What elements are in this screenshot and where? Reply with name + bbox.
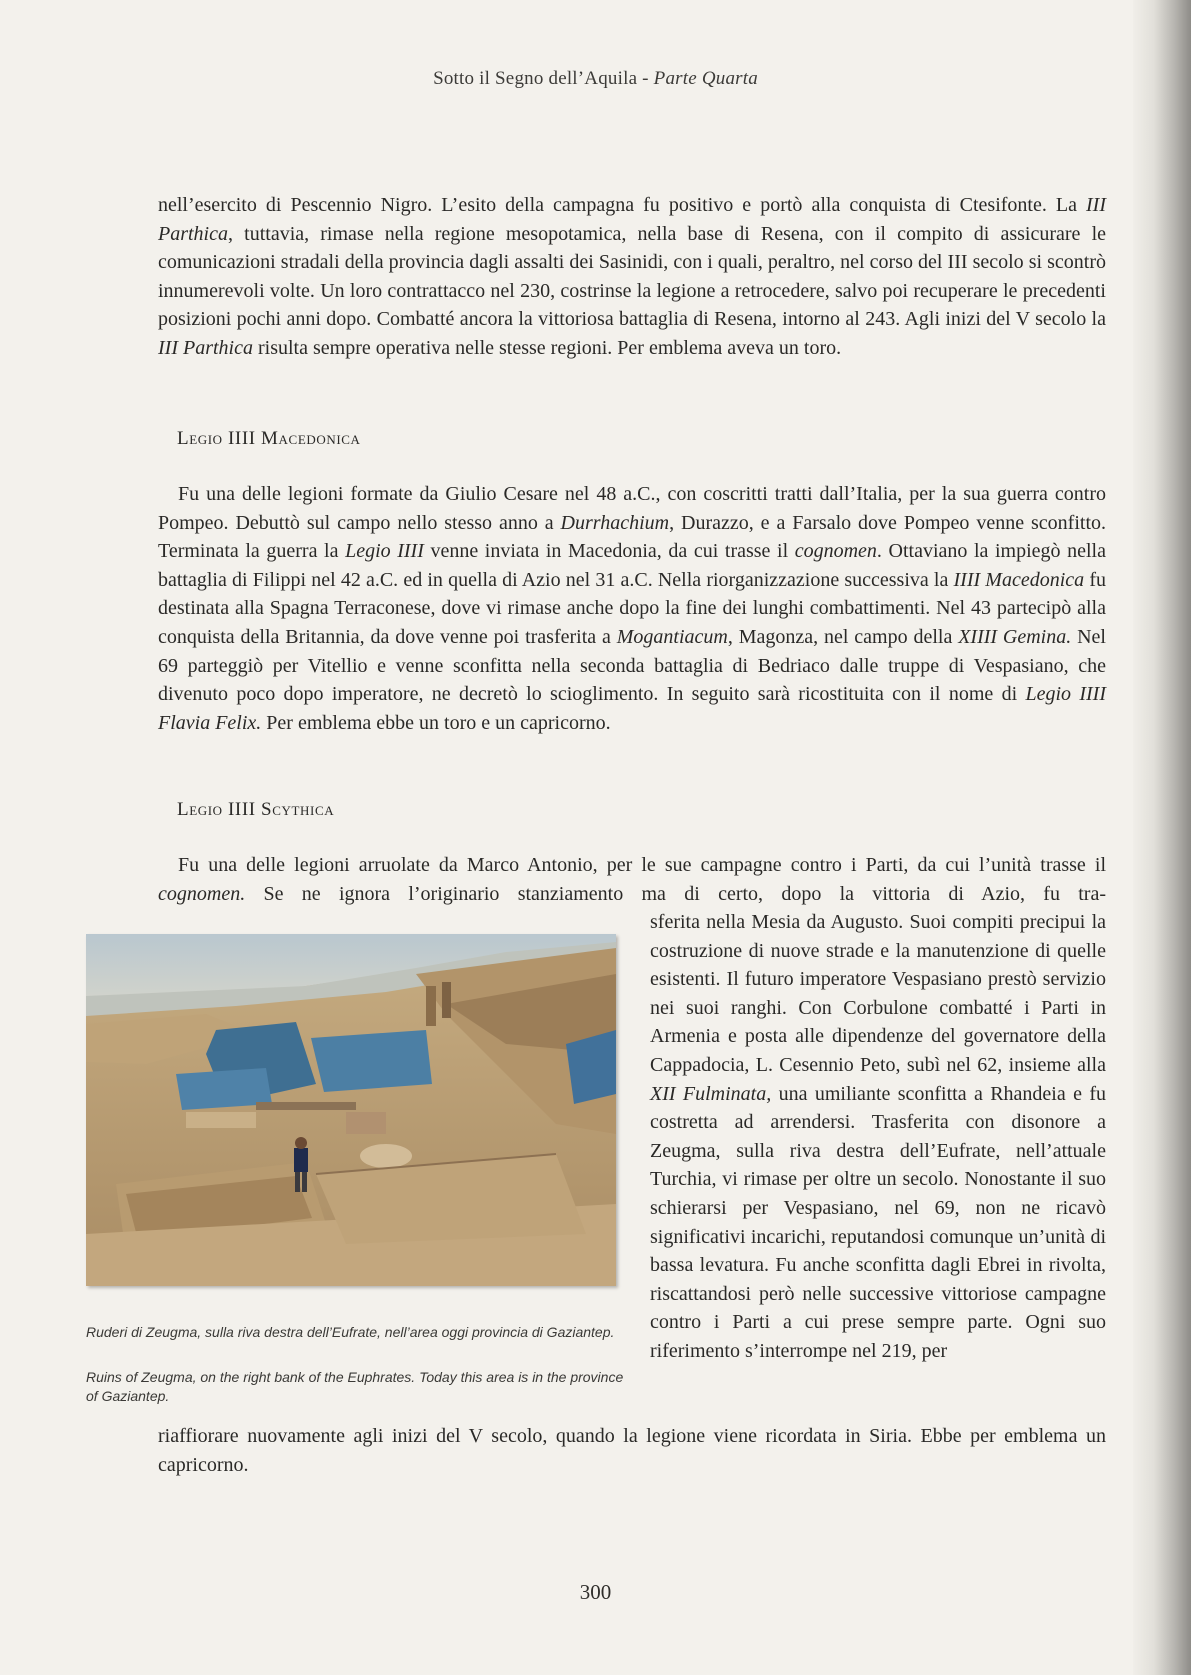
- intro-paragraph: nell’esercito di Pescennio Nigro. L’esito della campagna fu positivo e portò alla conquista di Ctesifonte. La III Parthica, tuttavia, rimase nella regione mesopotamica, nella base di Resena, con il compito di assicurare le comunicazioni stradali della provincia dagli assalti dei Sasinidi, con i quali, peraltro, nel corso del III secolo si scontrò innumerevoli volte. Un loro contrattacco nel 230, costrinse la legione a retrocedere, salvo poi recuperare le precedenti posizioni pochi anni dopo. Combatté ancora la vittoriosa battaglia di Resena, intorno al 243. Agli inizi del V secolo la III Parthica risulta sempre operativa nelle stesse regioni. Per emblema aveva un toro.: [158, 194, 1106, 359]
- scythica-paragraph-bottom: riaffiorare nuovamente agli inizi del V secolo, quando la legione viene ricordata in Siria. Ebbe per emblema un capricorno.: [158, 1425, 1106, 1476]
- book-title: Sotto il Segno dell’Aquila -: [433, 68, 654, 89]
- italic-term: III Parthica: [158, 194, 1106, 245]
- section-heading-scythica: Legio IIII Scythica: [177, 799, 335, 820]
- zeugma-ruins-photo: [86, 934, 616, 1286]
- italic-term: Legio IIII: [345, 540, 424, 563]
- italic-term: IIII Macedonica: [953, 568, 1085, 591]
- italic-term: XII Fulminata,: [650, 1082, 772, 1105]
- figure-caption-english: Ruins of Zeugma, on the right bank of the Euphrates. Today this area is in the province of Gaziantep.: [86, 1369, 624, 1404]
- italic-term: Mogantiacum: [616, 625, 728, 648]
- macedonica-paragraph: Fu una delle legioni formate da Giulio Cesare nel 48 a.C., con coscritti tratti dall’Italia, per la sua guerra contro Pompeo. Debuttò sul campo nello stesso anno a Durrhachium, Durazzo, e a Farsalo dove Pompeo venne sconfitto. Terminata la guerra la Legio IIII venne inviata in Macedonia, da cui trasse il cognomen. Ottaviano la impiegò nella battaglia di Filippi nel 42 a.C. ed in quella di Azio nel 31 a.C. Nella riorganizzazione successiva la IIII Macedonica fu destinata alla Spagna Terraconese, dove vi rimase anche dopo la fine dei lunghi combattimenti. Nel 43 partecipò alla conquista della Britannia, da dove venne poi trasferita a Mogantiacum, Magonza, nel campo della XIIII Gemina. Nel 69 parteggiò per Vitellio e venne sconfitta nella seconda battaglia di Bedriaco dalle truppe di Vespasiano, che divenuto poco dopo imperatore, ne decretò lo scioglimento. In seguito sarà ricostituita con il nome di Legio IIII Flavia Felix. Per emblema ebbe un toro e un capricorno.: [158, 483, 1106, 734]
- scythica-paragraph-wrap: sferita nella Mesia da Augusto. Suoi compiti precipui la costruzione di nuove strade e la manutenzione di quelle esistenti. Il futuro imperatore Vespasiano prestò servizio nei suoi ranghi. Con Corbulone combatté i Parti in Armenia e posta alle dipendenze del governatore della Cappadocia, L. Cesennio Peto, subì nel 62, insieme alla XII Fulminata, una umiliante sconfitta a Rhandeia e fu costretta ad arrendersi. Trasferita con disonore a Zeugma, sulla riva destra dell’Eufrate, nell’attuale Turchia, vi rimase per oltre un secolo. Nonostante il suo schierarsi per Vespasiano, nel 69, non ne ricavò significativi incarichi, reputandosi comunque un’unità di bassa levatura. Fu anche sconfitta dagli Ebrei in rivolta, riscattandosi però nelle successive vittoriose campagne contro i Parti a cui prese sempre parte. Ogni suo riferimento s’interrompe nel 219, per: [650, 911, 1106, 1362]
- scythica-paragraph-top: Fu una delle legioni arruolate da Marco Antonio, per le sue campagne contro i Parti, da cui l’unità trasse il cognomen. Se ne ignora l’originario stanziamento ma di certo, dopo la vittoria di Azio, fu tra-: [158, 854, 1106, 905]
- page-number: 300: [579, 1580, 612, 1604]
- italic-term: cognomen.: [158, 882, 246, 905]
- part-title: Parte Quarta: [653, 68, 758, 89]
- page-gutter-shadow: [1133, 0, 1191, 1675]
- section-heading-macedonica: Legio IIII Macedonica: [177, 428, 361, 449]
- italic-term: III Parthica: [158, 336, 253, 359]
- running-header: [0, 68, 1191, 90]
- italic-term: XIIII Gemina.: [958, 625, 1072, 648]
- italic-term: Legio IIII Flavia Felix.: [158, 683, 1106, 734]
- italic-term: Durrhachium: [560, 511, 670, 534]
- figure-caption-italian: Ruderi di Zeugma, sulla riva destra dell’Eufrate, nell’area oggi provincia di Gaziantep.: [86, 1324, 615, 1340]
- italic-term: cognomen: [794, 540, 877, 563]
